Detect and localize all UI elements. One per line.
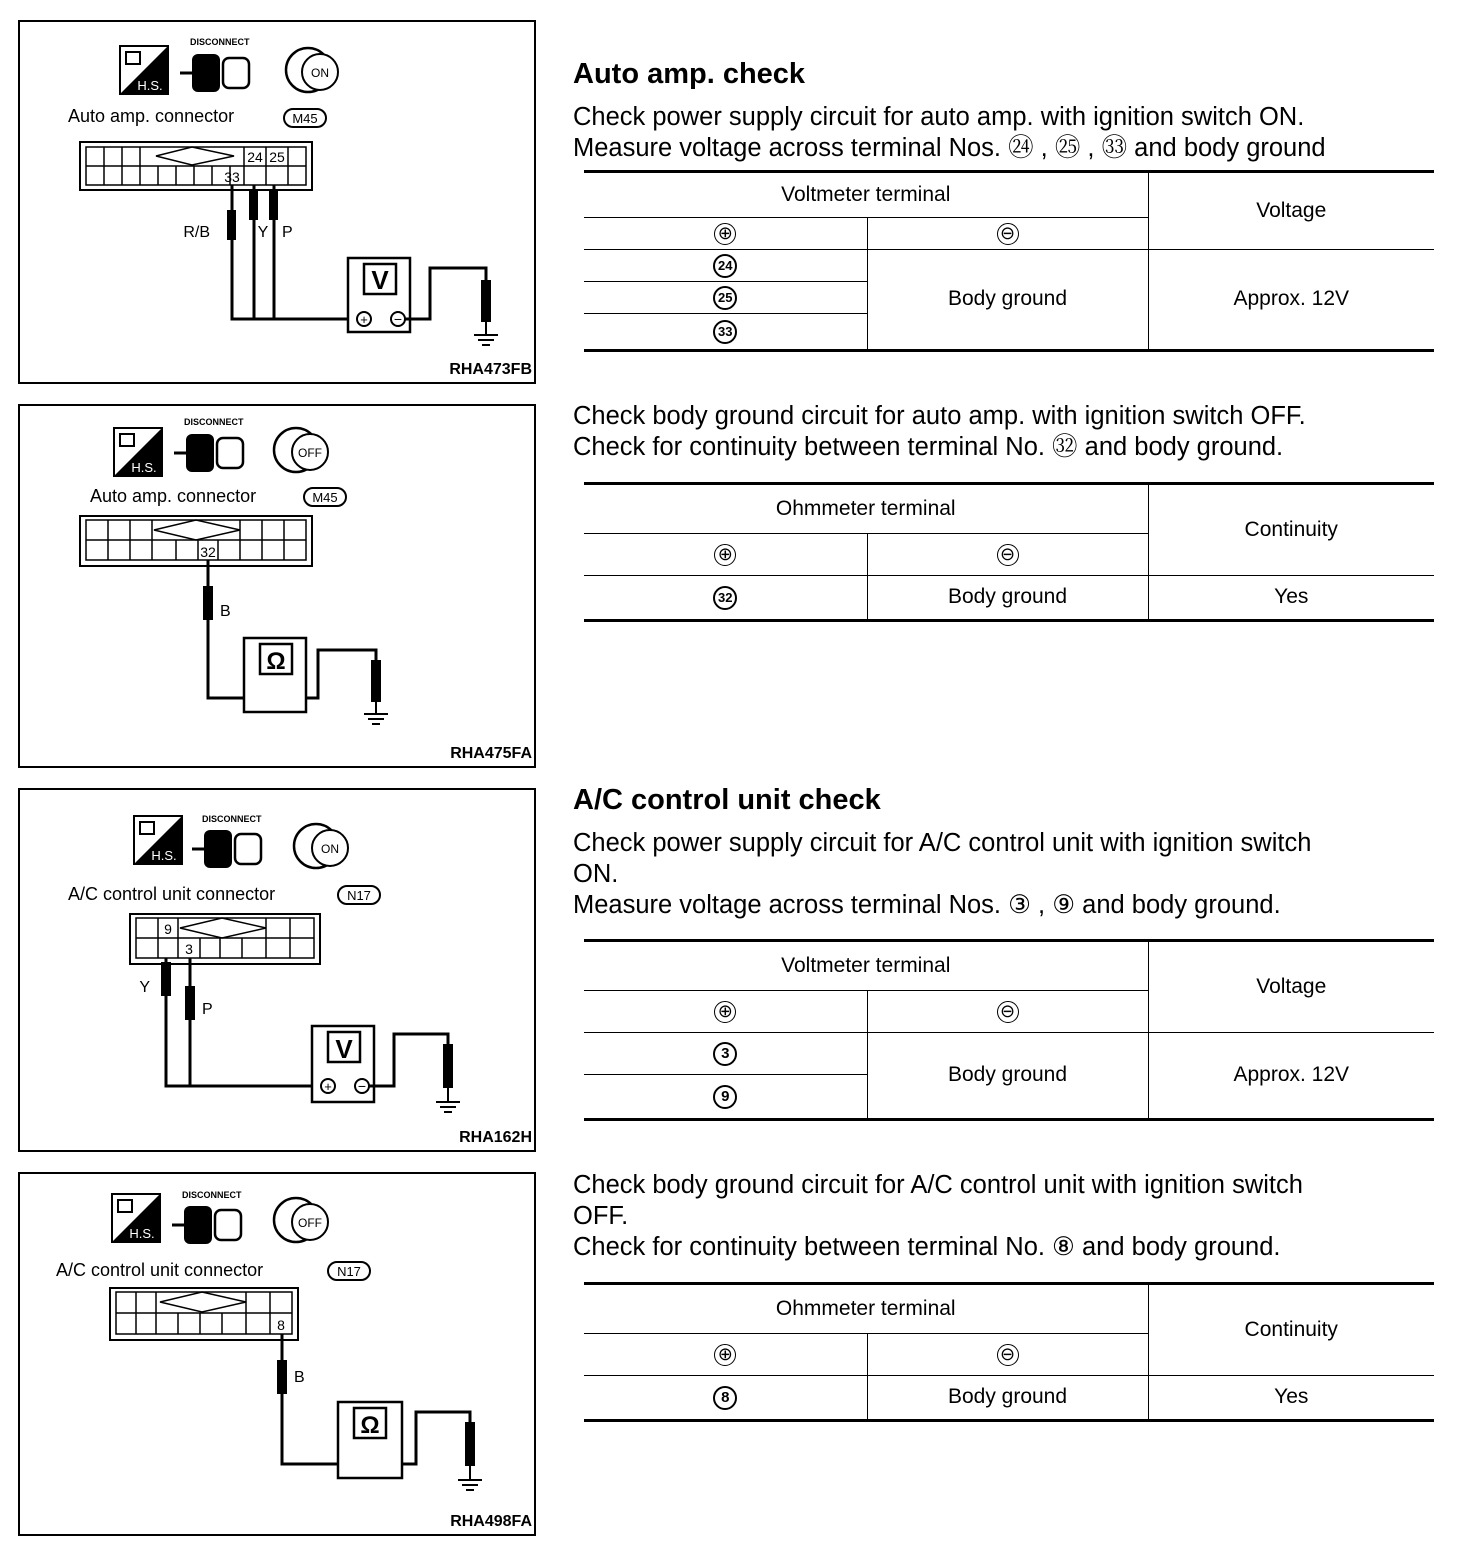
table-cell-terminal: 24: [584, 249, 867, 281]
table-header-minus: ⊖: [867, 533, 1148, 575]
svg-text:OFF: OFF: [298, 446, 322, 460]
figure-auto-amp-ground: [18, 404, 536, 768]
section-title-ac-control: A/C control unit check: [573, 784, 881, 816]
paragraph-line: Check for continuity between terminal No. ⑧ and body ground.: [573, 1233, 1281, 1261]
connector-label: Auto amp. connector: [68, 106, 235, 126]
diagram-ac-control-voltage: [20, 790, 538, 1154]
table-cell-terminal: 33: [584, 313, 867, 349]
table-cell-negative: Body ground: [867, 1375, 1148, 1419]
svg-text:−: −: [393, 311, 403, 327]
table-cell-result: Yes: [1148, 575, 1434, 619]
connector-block: [80, 516, 312, 566]
ignition-key-icon: [286, 48, 338, 92]
paragraph-line: OFF.: [573, 1202, 629, 1230]
section-paragraph: [573, 828, 1453, 921]
svg-text:+: +: [360, 312, 368, 327]
table-header-group: Ohmmeter terminal: [775, 496, 956, 520]
svg-text:OFF: OFF: [298, 1216, 322, 1230]
figure-ac-control-ground: [18, 1172, 536, 1536]
ground-symbol: [364, 702, 388, 724]
figure-code: RHA475FA: [450, 745, 532, 762]
table-header-group: Ohmmeter terminal: [775, 1296, 956, 1320]
svg-text:25: 25: [269, 149, 285, 165]
section-paragraph: [573, 401, 1453, 463]
ignition-key-icon: [274, 1198, 328, 1242]
disconnect-label: DISCONNECT: [184, 417, 244, 427]
table-cell-terminal: 25: [584, 281, 867, 313]
wire-label-b: B: [294, 1369, 305, 1386]
voltage-table-auto-amp: [584, 170, 1434, 352]
svg-text:9: 9: [164, 921, 172, 937]
disconnect-icon: [174, 434, 243, 472]
connector-label: Auto amp. connector: [90, 486, 257, 506]
table-cell-negative: Body ground: [867, 575, 1148, 619]
paragraph-line: Measure voltage across terminal Nos. ㉔ , ㉕ , ㉝ and body ground: [573, 134, 1326, 162]
disconnect-label: DISCONNECT: [202, 814, 262, 824]
voltmeter-icon: [348, 258, 410, 332]
ground-symbol: [474, 322, 498, 345]
figure-ac-control-voltage: [18, 788, 536, 1152]
wire-label-p: P: [202, 1001, 213, 1018]
connector-block: [80, 142, 312, 190]
connector-label: A/C control unit connector: [68, 884, 276, 904]
paragraph-line: Check body ground circuit for A/C control unit with ignition switch: [573, 1171, 1303, 1199]
table-header-result: Continuity: [1148, 1285, 1434, 1375]
table-header-minus: ⊖: [867, 1333, 1148, 1375]
table-cell-terminal: 8: [584, 1375, 867, 1419]
wire-label-y: Y: [257, 224, 269, 241]
diagram-auto-amp-voltage: [20, 22, 538, 386]
diagram-ac-control-ground: [20, 1174, 538, 1538]
ohmmeter-icon: [338, 1402, 402, 1478]
voltage-table-ac-control: [584, 939, 1434, 1121]
svg-text:V: V: [371, 265, 389, 295]
svg-text:32: 32: [200, 544, 216, 560]
disconnect-icon: [192, 830, 261, 868]
svg-text:8: 8: [277, 1317, 285, 1333]
section-paragraph: [573, 1170, 1453, 1263]
table-header-plus: ⊕: [584, 533, 867, 575]
svg-text:−: −: [357, 1078, 367, 1094]
ground-symbol: [436, 1088, 460, 1112]
paragraph-line: Check for continuity between terminal No. ㉜ and body ground.: [573, 433, 1284, 461]
table-header-result: Voltage: [1148, 173, 1434, 249]
hs-icon: [134, 816, 182, 864]
ignition-key-icon: [274, 428, 328, 472]
table-cell-negative: Body ground: [867, 1032, 1148, 1118]
figure-auto-amp-voltage: [18, 20, 536, 384]
paragraph-line: Measure voltage across terminal Nos. ③ , ⑨ and body ground.: [573, 891, 1281, 919]
wire-label-b: B: [220, 603, 231, 620]
connector-block: [110, 1288, 298, 1340]
figure-code: RHA162H: [459, 1129, 532, 1146]
table-cell-terminal: 32: [584, 575, 867, 619]
table-header-group: Voltmeter terminal: [781, 953, 951, 977]
svg-text:Ω: Ω: [266, 648, 286, 675]
connector-id: M45: [312, 490, 338, 505]
table-header-plus: ⊕: [584, 990, 867, 1032]
wire-label-rb: R/B: [183, 224, 210, 241]
table-header-result: Voltage: [1148, 942, 1434, 1032]
table-cell-result: Approx. 12V: [1148, 249, 1434, 349]
disconnect-icon: [180, 54, 249, 92]
table-cell-terminal: 3: [584, 1032, 867, 1074]
svg-text:ON: ON: [321, 842, 339, 856]
svg-text:H.S.: H.S.: [151, 848, 177, 863]
hs-icon: [112, 1194, 160, 1242]
section-paragraph: [573, 102, 1453, 164]
paragraph-line: Check power supply circuit for A/C control unit with ignition switch: [573, 829, 1312, 857]
table-cell-result: Yes: [1148, 1375, 1434, 1419]
table-cell-terminal: 9: [584, 1074, 867, 1118]
disconnect-label: DISCONNECT: [182, 1190, 242, 1200]
table-cell-negative: Body ground: [867, 249, 1148, 349]
svg-text:+: +: [324, 1079, 332, 1094]
section-title-auto-amp: Auto amp. check: [573, 58, 806, 90]
connector-label: A/C control unit connector: [56, 1260, 264, 1280]
connector-id: N17: [337, 1264, 361, 1279]
paragraph-line: ON.: [573, 860, 619, 888]
hs-icon: [114, 428, 162, 476]
hs-icon: [120, 46, 168, 94]
connector-id: M45: [292, 111, 318, 126]
figure-code: RHA473FB: [449, 361, 532, 378]
disconnect-label: DISCONNECT: [190, 37, 250, 47]
table-header-plus: ⊕: [584, 217, 867, 249]
svg-text:H.S.: H.S.: [131, 460, 157, 475]
continuity-table-ac-control: [584, 1282, 1434, 1422]
table-header-result: Continuity: [1148, 485, 1434, 575]
paragraph-line: Check body ground circuit for auto amp. with ignition switch OFF.: [573, 402, 1306, 430]
svg-text:V: V: [335, 1034, 353, 1064]
ohmmeter-icon: [244, 638, 306, 712]
table-header-group: Voltmeter terminal: [781, 182, 951, 206]
svg-text:3: 3: [185, 941, 193, 957]
svg-text:33: 33: [224, 169, 240, 185]
continuity-table-auto-amp: [584, 482, 1434, 622]
wire-label-p: P: [282, 224, 293, 241]
table-header-minus: ⊖: [867, 990, 1148, 1032]
ignition-key-icon: [294, 824, 348, 868]
svg-text:24: 24: [247, 149, 263, 165]
figure-code: RHA498FA: [450, 1513, 532, 1530]
voltmeter-icon: [312, 1026, 374, 1102]
table-header-plus: ⊕: [584, 1333, 867, 1375]
connector-block: [130, 914, 320, 964]
diagram-auto-amp-ground: [20, 406, 538, 770]
svg-text:H.S.: H.S.: [129, 1226, 155, 1241]
table-header-minus: ⊖: [867, 217, 1148, 249]
svg-text:H.S.: H.S.: [137, 78, 163, 93]
svg-text:ON: ON: [311, 66, 329, 80]
wire-label-y: Y: [139, 979, 150, 996]
table-cell-result: Approx. 12V: [1148, 1032, 1434, 1118]
connector-id: N17: [347, 888, 371, 903]
disconnect-icon: [172, 1206, 241, 1244]
svg-text:Ω: Ω: [360, 1412, 380, 1439]
paragraph-line: Check power supply circuit for auto amp. with ignition switch ON.: [573, 103, 1305, 131]
ground-symbol: [458, 1466, 482, 1490]
